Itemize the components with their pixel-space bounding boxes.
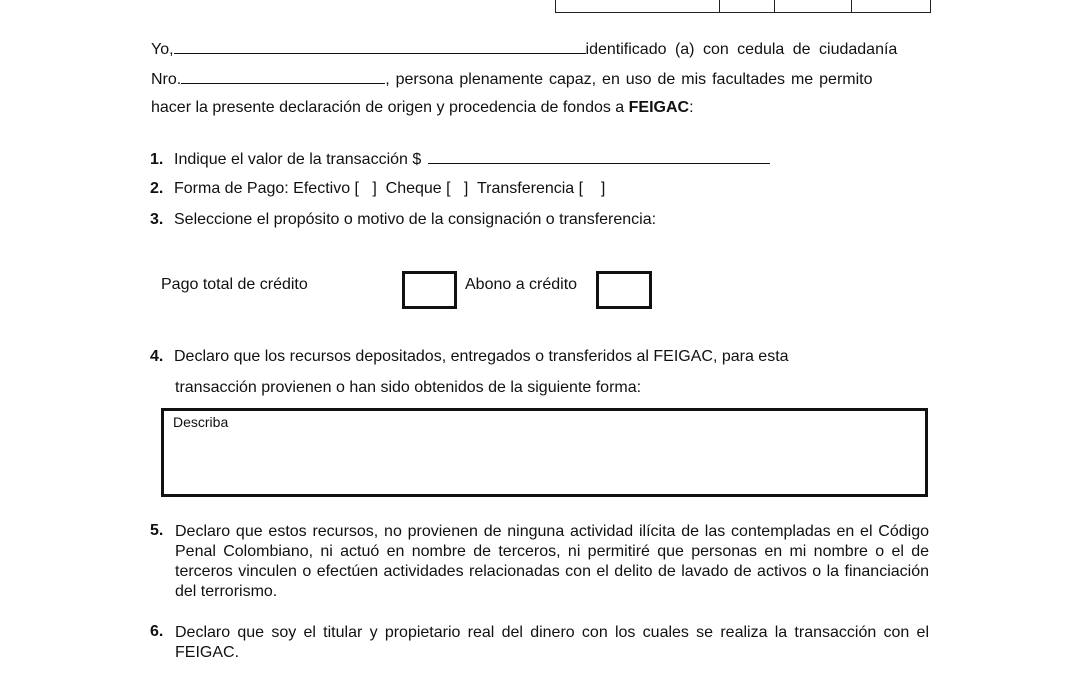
- payment-method-text[interactable]: Forma de Pago: Efectivo [ ] Cheque [ ] Transferencia [ ]: [174, 180, 606, 197]
- yo-label: Yo,: [151, 41, 174, 58]
- item-5-number: 5.: [150, 522, 164, 539]
- option-total-label: Pago total de crédito: [161, 276, 308, 293]
- declaration-text: hacer la presente declaración de origen y procedencia de fondos a: [151, 99, 629, 116]
- item-2: [150, 180, 605, 198]
- persona-text: , persona plenamente capaz, en uso de mis facultades me permito: [385, 71, 873, 88]
- intro-line-3: hacer la presente declaración de origen y procedencia de fondos a FEIGAC:: [151, 99, 694, 116]
- intro-line-1: [151, 39, 897, 59]
- item-4-text-a: Declaro que los recursos depositados, entregados o transferidos al FEIGAC, para esta: [174, 348, 789, 365]
- describe-label: Describa: [173, 414, 229, 430]
- option-total-checkbox[interactable]: [402, 271, 457, 309]
- item-1: [150, 149, 770, 169]
- transaction-value-field[interactable]: [428, 149, 770, 164]
- item-1-number: 1.: [150, 151, 164, 168]
- item-3: [150, 211, 656, 229]
- id-number-field[interactable]: [181, 69, 385, 84]
- item-2-number: 2.: [150, 180, 164, 197]
- item-3-number: 3.: [150, 211, 164, 228]
- item-6-text: Declaro que soy el titular y propietario real del dinero con los cuales se realiza la transacción con el FEIGAC.: [175, 624, 929, 661]
- item-4-text-b: transacción provienen o han sido obtenidos de la siguiente forma:: [175, 379, 642, 396]
- intro-line-2: [151, 69, 873, 89]
- item-4-number: 4.: [150, 348, 164, 365]
- item-4: [150, 348, 789, 366]
- describe-textbox[interactable]: [161, 408, 928, 497]
- nro-label: Nro.: [151, 71, 182, 88]
- name-field[interactable]: [174, 39, 586, 54]
- item-3-text: Seleccione el propósito o motivo de la consignación o transferencia:: [174, 211, 657, 228]
- entity-name: FEIGAC: [628, 99, 690, 116]
- option-abono-label: Abono a crédito: [465, 276, 578, 293]
- item-6-number: 6.: [150, 623, 164, 640]
- identificado-text: identificado (a) con cedula de ciudadanía: [585, 41, 898, 58]
- option-abono-checkbox[interactable]: [596, 271, 652, 309]
- item-5-text: Declaro que estos recursos, no provienen de ninguna actividad ilícita de las contempladas en el Código Penal Colombiano, ni actuó en nombre de terceros, ni permitiré que personas en mi nombre o el de terceros vinculen o efectúen actividades relacionadas con el delito de lavado de activos o la financiación del terrorismo.: [175, 523, 929, 600]
- date-box: [555, 0, 931, 13]
- item-1-text: Indique el valor de la transacción $: [174, 151, 422, 168]
